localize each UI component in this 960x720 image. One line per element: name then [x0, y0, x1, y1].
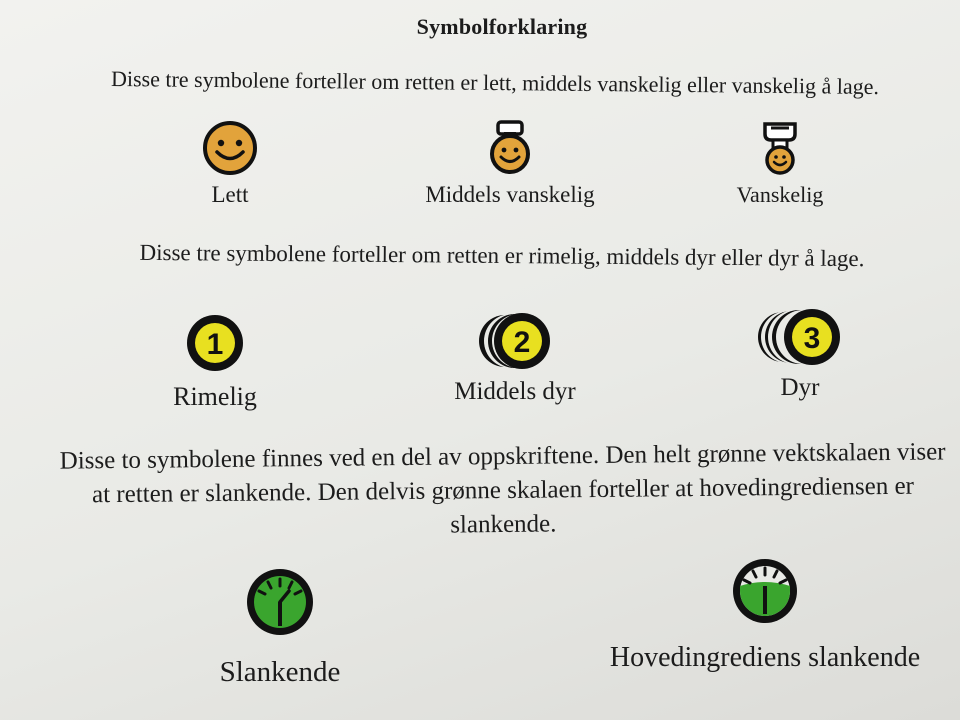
- difficulty-hard-label: Vanskelig: [736, 182, 824, 207]
- difficulty-hard: [710, 120, 850, 208]
- page-title: Symbolforklaring: [416, 14, 588, 39]
- difficulty-easy-label: Lett: [211, 182, 249, 207]
- svg-text:2: 2: [513, 326, 531, 359]
- diet-slimming: [195, 566, 365, 689]
- scale-half-green-icon: [730, 556, 800, 626]
- svg-text:1: 1: [206, 328, 224, 361]
- diet-intro: Disse to symbolene finnes ved en del av oppskriftene. Den helt grønne vektskalaen viser at retten er slankende. Den delvis grønne skalaen forteller at hovedingrediensen er slankende.: [59, 438, 946, 539]
- difficulty-medium: [390, 120, 630, 208]
- price-medium-label: Middels dyr: [454, 378, 576, 405]
- difficulty-easy: [170, 120, 290, 208]
- price-intro: Disse tre symbolene forteller om retten er rimelig, middels dyr eller dyr å lage.: [139, 239, 865, 272]
- difficulty-medium-label: Middels vanskelig: [425, 182, 595, 207]
- coin-1-icon: [182, 312, 248, 374]
- scale-full-green-icon: [244, 566, 316, 638]
- diet-main-ingredient-slimming: [585, 556, 945, 674]
- price-cheap: [150, 312, 280, 412]
- smiley-face-icon: [199, 120, 261, 176]
- coin-stack-3-icon: [755, 306, 845, 368]
- diet-slimming-label: Slankende: [219, 656, 341, 688]
- price-medium: [430, 310, 600, 406]
- chef-hat-tall-icon: [757, 120, 803, 176]
- difficulty-intro: Disse tre symbolene forteller om retten er lett, middels vanskelig eller vanskelig å lage.: [110, 65, 880, 100]
- price-expensive-label: Dyr: [780, 374, 820, 401]
- price-expensive: [750, 306, 850, 402]
- chef-hat-small-icon: [485, 120, 535, 176]
- price-cheap-label: Rimelig: [173, 382, 257, 411]
- svg-text:3: 3: [803, 322, 821, 355]
- coin-stack-2-icon: [475, 310, 555, 372]
- diet-main-ingredient-label: Hovedingrediens slankende: [609, 642, 921, 673]
